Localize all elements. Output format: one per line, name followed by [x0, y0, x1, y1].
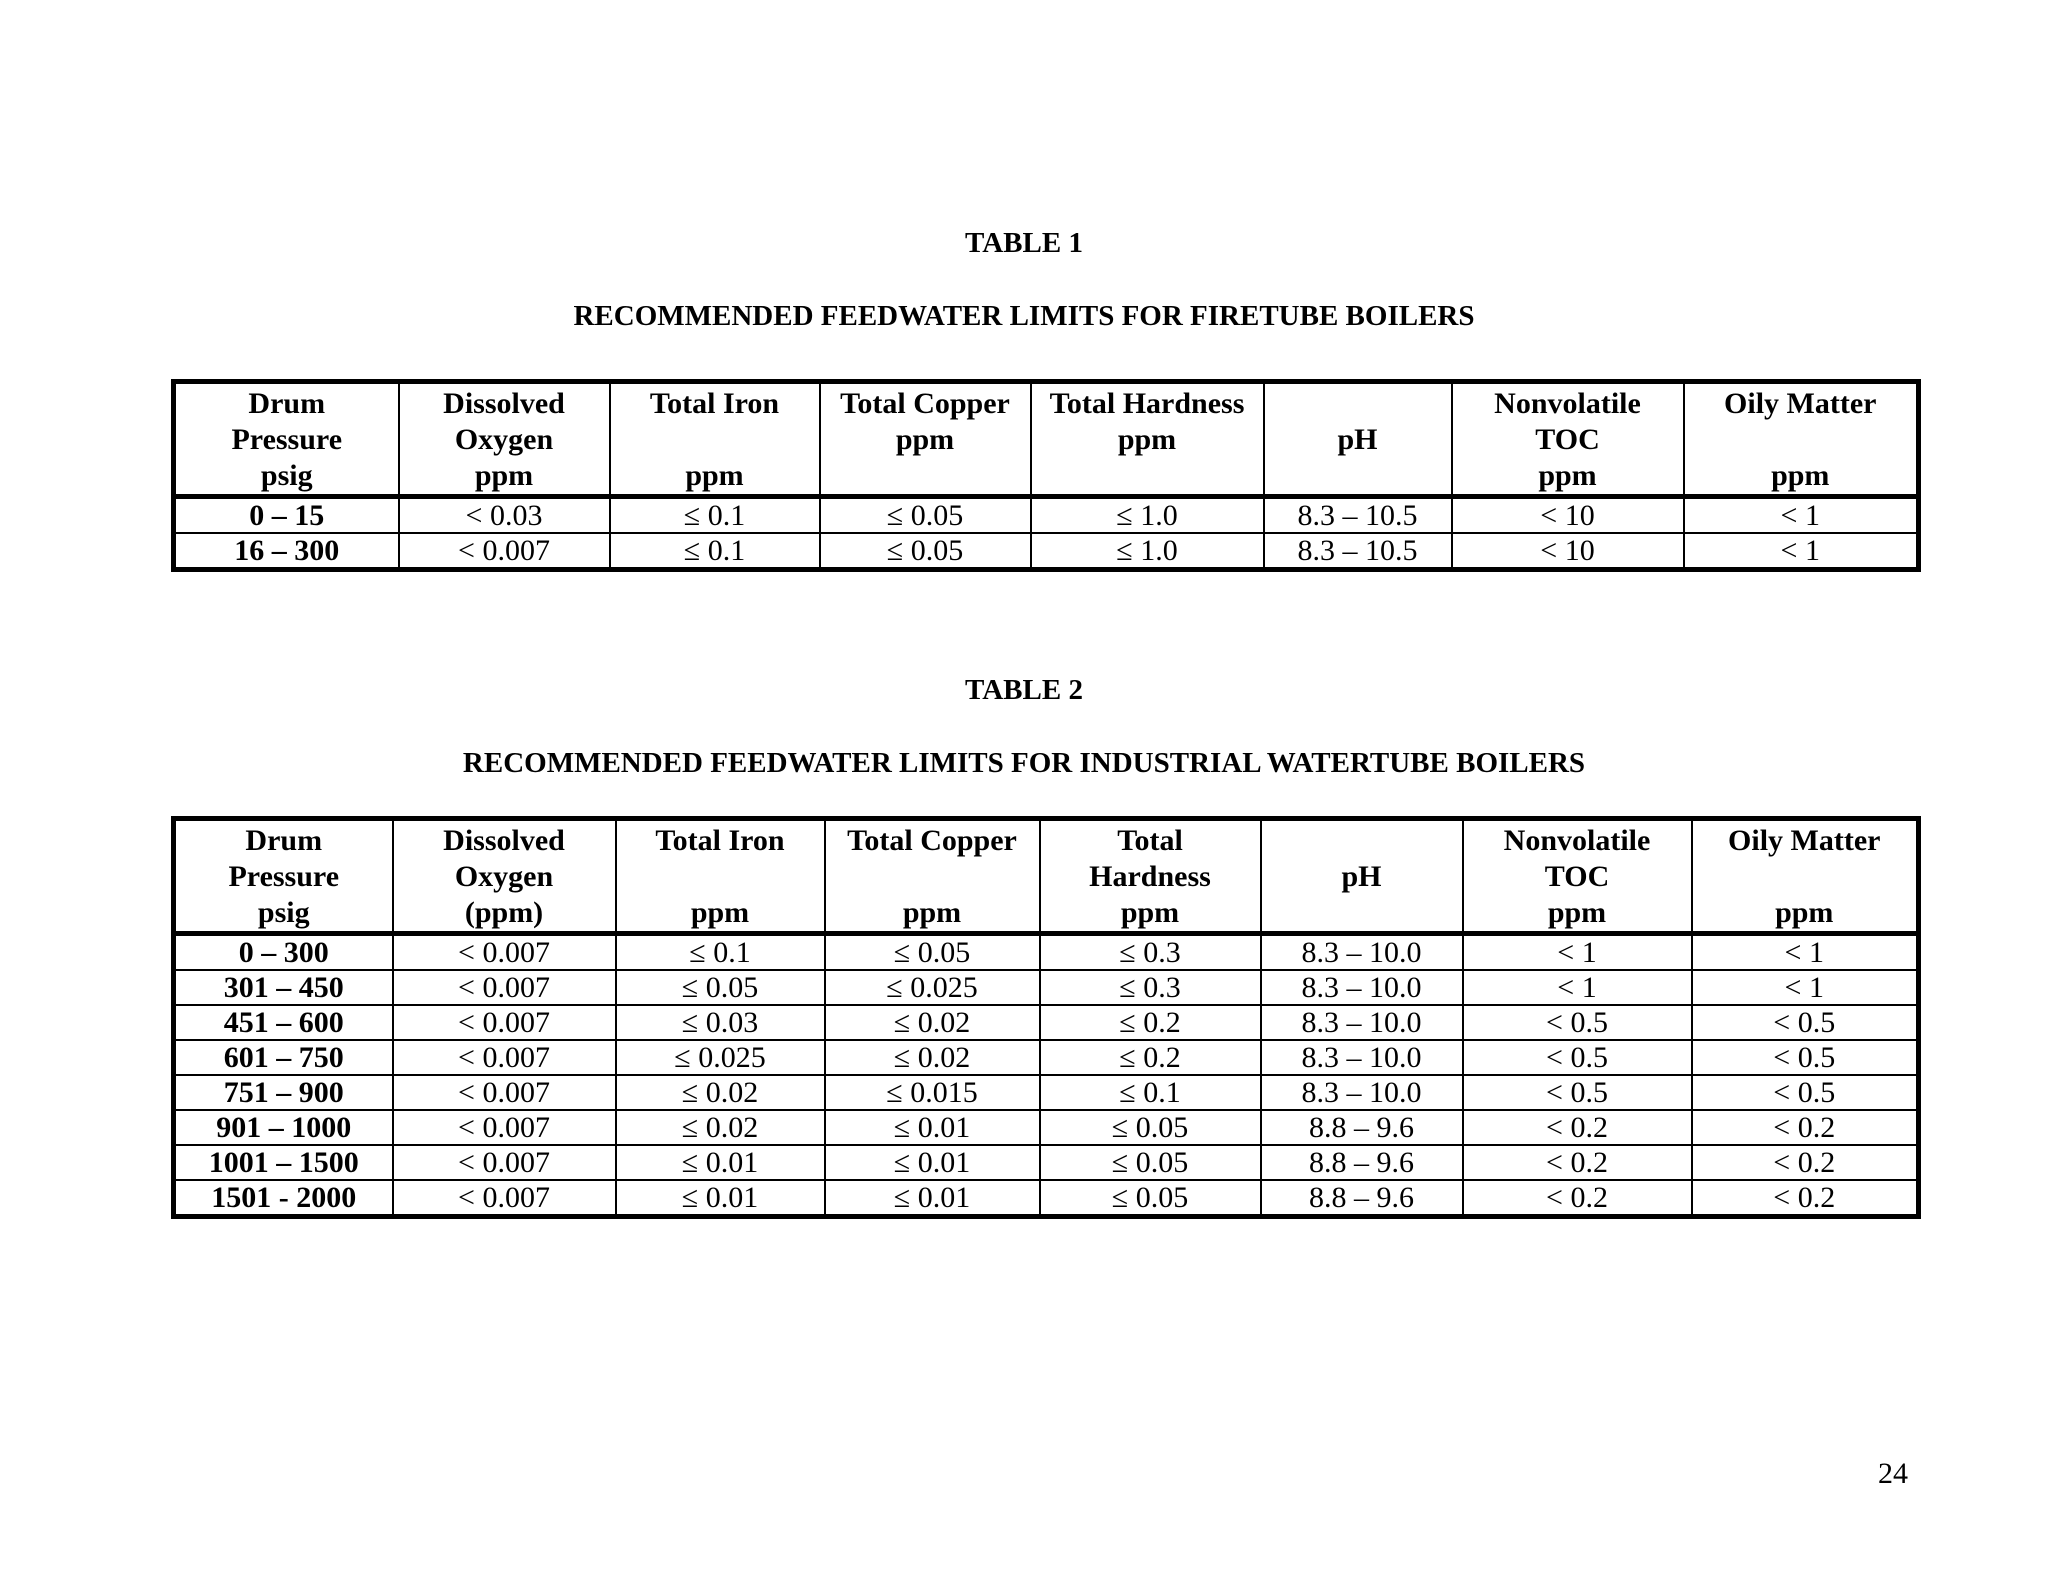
header-line: pH	[1341, 860, 1382, 893]
limit-cell: < 0.5	[1692, 1040, 1919, 1075]
header-line: Total Iron	[655, 824, 785, 857]
limit-cell: ≤ 0.05	[616, 970, 825, 1005]
header-line: psig	[257, 896, 310, 929]
table-row	[174, 497, 1919, 534]
table-row	[174, 1040, 1919, 1075]
header-line: Total Iron	[649, 387, 780, 420]
drum-pressure-cell: 301 – 450	[174, 970, 393, 1005]
header-line: ppm	[474, 459, 534, 492]
header-line: Oily Matter	[1724, 387, 1877, 420]
limit-cell: ≤ 0.05	[1040, 1180, 1261, 1217]
limit-cell: < 0.2	[1463, 1180, 1692, 1217]
header-line: Total	[1117, 824, 1183, 857]
header-line: pH	[1337, 423, 1378, 456]
header-line	[1265, 386, 1451, 422]
limit-cell: ≤ 0.05	[1040, 1145, 1261, 1180]
drum-pressure-cell: 751 – 900	[174, 1075, 393, 1110]
header-line	[1693, 859, 1917, 895]
drum-pressure-cell: 0 – 300	[174, 934, 393, 971]
column-header	[1031, 382, 1264, 497]
header-line: Dissolved	[443, 824, 565, 857]
column-header	[1040, 819, 1261, 934]
limit-cell: ≤ 0.05	[820, 497, 1031, 534]
header-line	[1265, 458, 1451, 494]
header-line: Oxygen	[454, 860, 554, 893]
header-line: Oxygen	[454, 423, 554, 456]
limit-cell: < 0.2	[1692, 1110, 1919, 1145]
limit-cell: 8.3 – 10.5	[1264, 533, 1452, 570]
limit-cell: ≤ 0.01	[825, 1180, 1040, 1217]
limit-cell: < 0.007	[393, 1110, 616, 1145]
limit-cell: < 0.5	[1692, 1005, 1919, 1040]
limit-cell: 8.3 – 10.0	[1261, 1040, 1463, 1075]
header-line	[611, 422, 819, 458]
drum-pressure-cell: 1501 - 2000	[174, 1180, 393, 1217]
header-line: ppm	[1775, 896, 1834, 929]
header-line: ppm	[902, 896, 962, 929]
limit-cell: < 1	[1463, 970, 1692, 1005]
table-row	[174, 1145, 1919, 1180]
header-line: ppm	[1120, 896, 1180, 929]
limit-cell: ≤ 0.01	[825, 1110, 1040, 1145]
header-line: Total Hardness	[1049, 387, 1245, 420]
table2-label: TABLE 2	[965, 674, 1083, 706]
header-line: Pressure	[228, 860, 340, 893]
limit-cell: < 0.2	[1463, 1110, 1692, 1145]
limit-cell: 8.3 – 10.0	[1261, 1005, 1463, 1040]
column-header	[1463, 819, 1692, 934]
table-row	[174, 970, 1919, 1005]
limit-cell: 8.3 – 10.0	[1261, 1075, 1463, 1110]
header-line: Nonvolatile	[1494, 387, 1641, 420]
limit-cell: ≤ 0.02	[825, 1040, 1040, 1075]
header-line: TOC	[1535, 423, 1600, 456]
limit-cell: < 0.007	[393, 934, 616, 971]
firetube-limits-table	[171, 379, 1921, 572]
limit-cell: 8.3 – 10.0	[1261, 934, 1463, 971]
limit-cell: ≤ 0.01	[616, 1180, 825, 1217]
limit-cell: ≤ 0.1	[1040, 1075, 1261, 1110]
limit-cell: 8.3 – 10.5	[1264, 497, 1452, 534]
limit-cell: < 0.5	[1463, 1005, 1692, 1040]
column-header	[1264, 382, 1452, 497]
limit-cell: ≤ 0.015	[825, 1075, 1040, 1110]
table-header-row	[174, 819, 1919, 934]
column-header	[1452, 382, 1684, 497]
limit-cell: ≤ 0.03	[616, 1005, 825, 1040]
column-header	[825, 819, 1040, 934]
header-line	[1032, 458, 1263, 494]
header-line: Oily Matter	[1728, 824, 1881, 857]
header-line: Nonvolatile	[1503, 824, 1651, 857]
header-line: psig	[260, 459, 313, 492]
column-header	[174, 382, 399, 497]
table1-title: RECOMMENDED FEEDWATER LIMITS FOR FIRETUBE BOILERS	[573, 300, 1475, 332]
table2-title: RECOMMENDED FEEDWATER LIMITS FOR INDUSTRIAL WATERTUBE BOILERS	[462, 747, 1586, 779]
limit-cell: < 0.007	[393, 1005, 616, 1040]
limit-cell: < 10	[1452, 497, 1684, 534]
limit-cell: < 1	[1692, 934, 1919, 971]
header-line	[826, 859, 1039, 895]
limit-cell: ≤ 0.01	[616, 1145, 825, 1180]
limit-cell: ≤ 0.1	[616, 934, 825, 971]
limit-cell: < 0.2	[1692, 1145, 1919, 1180]
header-line: Total Copper	[847, 824, 1017, 857]
limit-cell: < 1	[1684, 497, 1919, 534]
header-line: Drum	[245, 824, 323, 857]
limit-cell: ≤ 0.1	[610, 497, 820, 534]
limit-cell: 8.3 – 10.0	[1261, 970, 1463, 1005]
limit-cell: ≤ 0.02	[616, 1075, 825, 1110]
limit-cell: < 0.03	[399, 497, 610, 534]
header-line: Dissolved	[443, 387, 565, 420]
header-line	[1685, 422, 1917, 458]
table-row	[174, 533, 1919, 570]
limit-cell: ≤ 1.0	[1031, 497, 1264, 534]
column-header	[1684, 382, 1919, 497]
limit-cell: < 10	[1452, 533, 1684, 570]
page-number: 24	[1878, 1457, 1908, 1490]
limit-cell: < 0.007	[399, 533, 610, 570]
header-line: ppm	[1547, 896, 1607, 929]
watertube-limits-table	[171, 816, 1921, 1219]
header-line: ppm	[685, 459, 744, 492]
column-header	[174, 819, 393, 934]
header-line: ppm	[1117, 423, 1177, 456]
limit-cell: ≤ 0.02	[616, 1110, 825, 1145]
limit-cell: ≤ 0.2	[1040, 1005, 1261, 1040]
limit-cell: < 0.007	[393, 970, 616, 1005]
limit-cell: < 0.5	[1692, 1075, 1919, 1110]
limit-cell: < 0.2	[1692, 1180, 1919, 1217]
header-line: Hardness	[1089, 860, 1211, 893]
limit-cell: < 1	[1463, 934, 1692, 971]
header-line	[617, 859, 824, 895]
header-line: Total Copper	[840, 387, 1010, 420]
drum-pressure-cell: 0 – 15	[174, 497, 399, 534]
limit-cell: ≤ 0.3	[1040, 934, 1261, 971]
limit-cell: < 0.007	[393, 1075, 616, 1110]
limit-cell: 8.8 – 9.6	[1261, 1180, 1463, 1217]
header-line	[1262, 895, 1462, 931]
column-header	[1692, 819, 1919, 934]
limit-cell: 8.8 – 9.6	[1261, 1110, 1463, 1145]
header-line: Drum	[248, 387, 326, 420]
column-header	[399, 382, 610, 497]
limit-cell: ≤ 0.025	[616, 1040, 825, 1075]
header-line: Pressure	[231, 423, 343, 456]
column-header	[393, 819, 616, 934]
header-line: (ppm)	[464, 896, 544, 929]
limit-cell: ≤ 0.02	[825, 1005, 1040, 1040]
drum-pressure-cell: 16 – 300	[174, 533, 399, 570]
limit-cell: < 1	[1684, 533, 1919, 570]
limit-cell: < 0.007	[393, 1040, 616, 1075]
limit-cell: ≤ 0.2	[1040, 1040, 1261, 1075]
table-header-row	[174, 382, 1919, 497]
header-line: ppm	[1538, 459, 1597, 492]
limit-cell: < 1	[1692, 970, 1919, 1005]
header-line	[821, 458, 1030, 494]
limit-cell: < 0.007	[393, 1145, 616, 1180]
limit-cell: ≤ 0.05	[1040, 1110, 1261, 1145]
drum-pressure-cell: 601 – 750	[174, 1040, 393, 1075]
limit-cell: ≤ 0.05	[825, 934, 1040, 971]
column-header	[820, 382, 1031, 497]
column-header	[1261, 819, 1463, 934]
limit-cell: ≤ 0.025	[825, 970, 1040, 1005]
table-row	[174, 1180, 1919, 1217]
drum-pressure-cell: 451 – 600	[174, 1005, 393, 1040]
table-row	[174, 934, 1919, 971]
column-header	[616, 819, 825, 934]
table-row	[174, 1110, 1919, 1145]
column-header	[610, 382, 820, 497]
header-line: ppm	[690, 896, 750, 929]
table-row	[174, 1005, 1919, 1040]
table-row	[174, 1075, 1919, 1110]
header-line: ppm	[1771, 459, 1830, 492]
table1-label: TABLE 1	[965, 227, 1083, 259]
limit-cell: ≤ 1.0	[1031, 533, 1264, 570]
limit-cell: ≤ 0.1	[610, 533, 820, 570]
limit-cell: 8.8 – 9.6	[1261, 1145, 1463, 1180]
drum-pressure-cell: 901 – 1000	[174, 1110, 393, 1145]
drum-pressure-cell: 1001 – 1500	[174, 1145, 393, 1180]
limit-cell: < 0.007	[393, 1180, 616, 1217]
limit-cell: ≤ 0.05	[820, 533, 1031, 570]
limit-cell: ≤ 0.3	[1040, 970, 1261, 1005]
limit-cell: < 0.5	[1463, 1040, 1692, 1075]
limit-cell: < 0.2	[1463, 1145, 1692, 1180]
header-line: ppm	[895, 423, 955, 456]
limit-cell: ≤ 0.01	[825, 1145, 1040, 1180]
header-line	[1262, 823, 1462, 859]
limit-cell: < 0.5	[1463, 1075, 1692, 1110]
header-line: TOC	[1544, 860, 1610, 893]
